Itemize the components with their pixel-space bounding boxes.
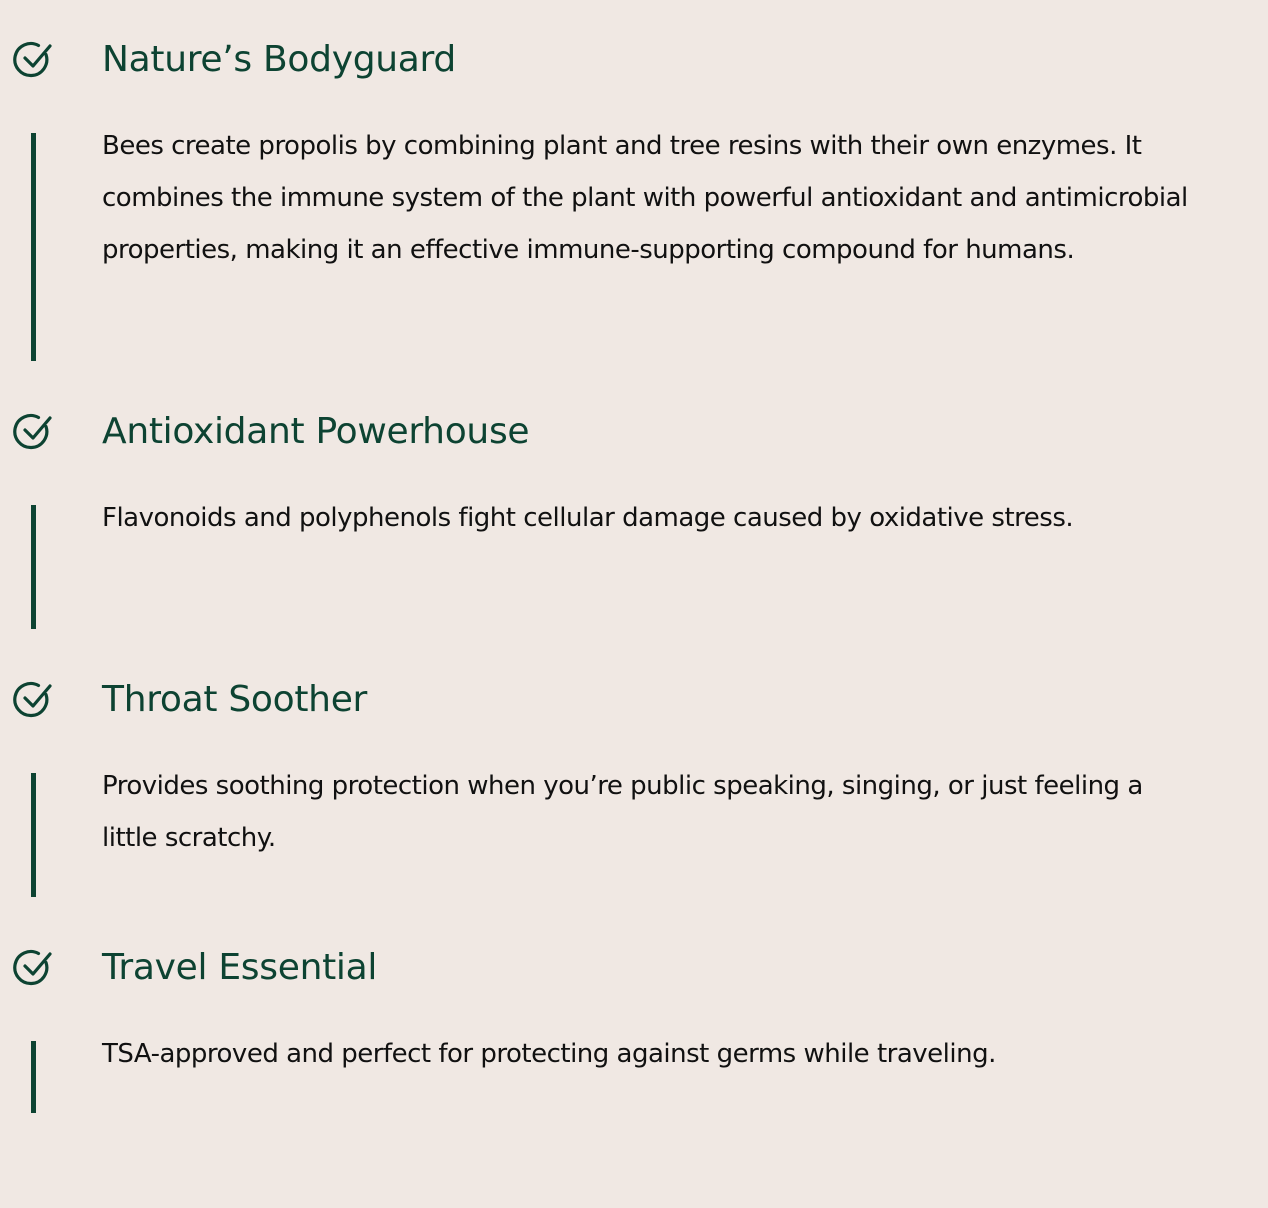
- check-circle-icon: [13, 948, 53, 988]
- check-circle-icon: [13, 40, 53, 80]
- benefit-title: Throat Soother: [102, 679, 368, 720]
- benefit-title: Nature’s Bodyguard: [102, 39, 456, 80]
- accent-divider: [31, 505, 36, 629]
- accent-divider: [31, 773, 36, 897]
- accent-divider: [31, 1041, 36, 1113]
- benefit-title: Travel Essential: [102, 947, 378, 988]
- check-circle-icon: [13, 680, 53, 720]
- benefit-description: TSA-approved and perfect for protecting against germs while traveling.: [102, 1039, 996, 1069]
- benefit-description: Flavonoids and polyphenols fight cellular damage caused by oxidative stress.: [102, 503, 1074, 533]
- benefit-description: Provides soothing protection when you’re public speaking, singing, or just feeling a little scratchy.: [102, 771, 1143, 853]
- accent-divider: [31, 133, 36, 361]
- benefit-title: Antioxidant Powerhouse: [102, 411, 530, 452]
- benefit-description: Bees create propolis by combining plant and tree resins with their own enzymes. It combines the immune system of the plant with powerful antioxidant and antimicrobial properties, making it an effective immune-supporting compound for humans.: [102, 131, 1188, 265]
- check-circle-icon: [13, 412, 53, 452]
